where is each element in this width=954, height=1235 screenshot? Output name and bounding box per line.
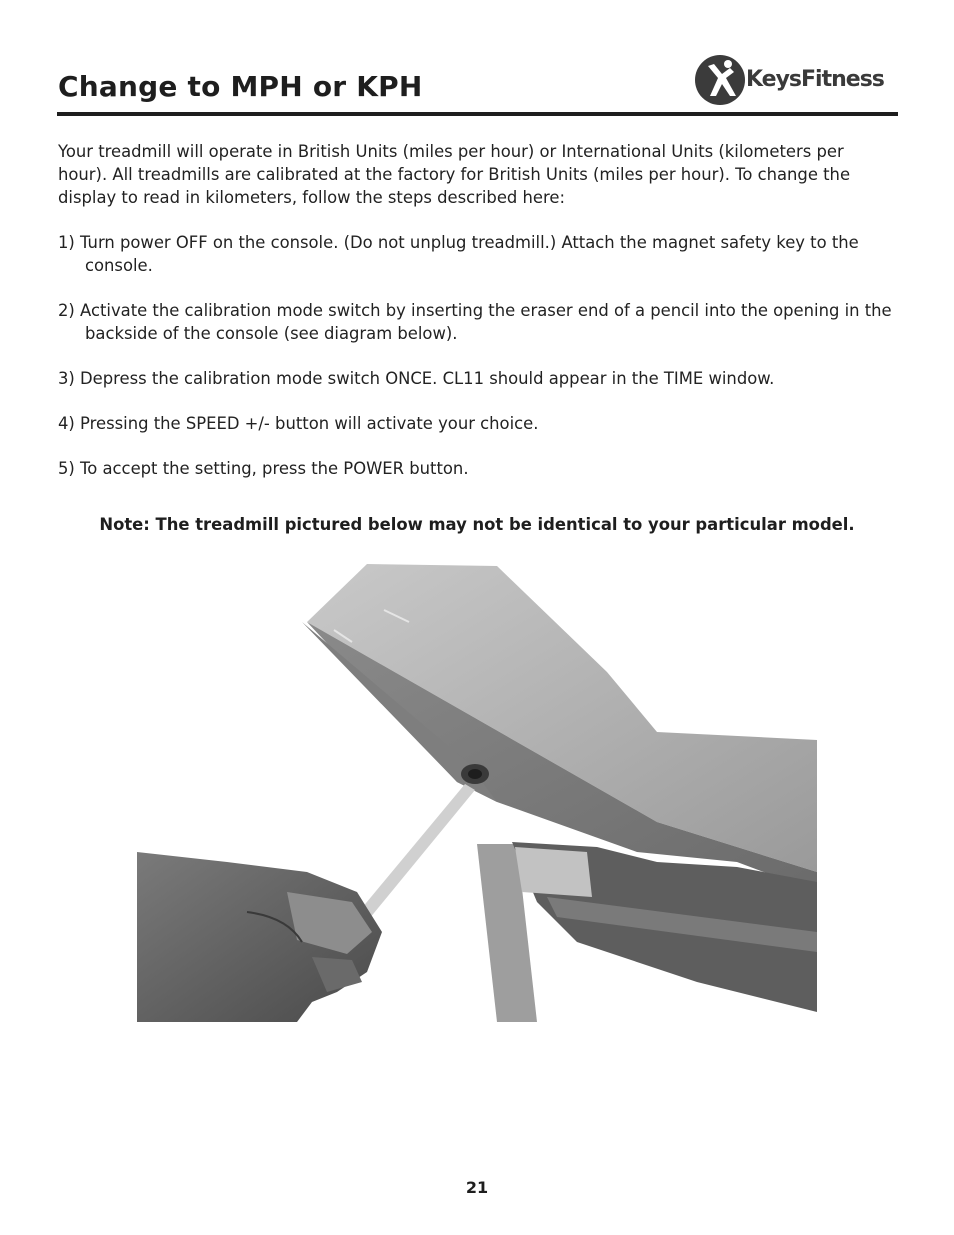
- model-note: Note: The treadmill pictured below may not be identical to your particular model.: [99, 515, 855, 534]
- runner-icon: [694, 52, 746, 108]
- step-2: 2) Activate the calibration mode switch by inserting the eraser end of a pencil into the opening in the backside of the console (see diagram below).: [58, 301, 892, 343]
- page-number: 21: [465, 1178, 489, 1197]
- brand-fitness: Fitness: [801, 67, 884, 92]
- page-title: Change to MPH or KPH: [58, 70, 423, 103]
- brand-logo: [694, 52, 898, 108]
- step-5: 5) To accept the setting, press the POWER button.: [58, 459, 469, 478]
- step-1: 1) Turn power OFF on the console. (Do not unplug treadmill.) Attach the magnet safety key to the console.: [58, 233, 859, 275]
- console-photo: [137, 562, 820, 1022]
- intro-paragraph: Your treadmill will operate in British Units (miles per hour) or International Units (kilometers per hour). All treadmills are calibrated at the factory for British Units (miles per hour). To change the display to read in kilometers, follow the steps described here:: [58, 142, 851, 207]
- title-rule: [57, 112, 898, 116]
- brand-keys: Keys: [746, 67, 802, 92]
- step-3: 3) Depress the calibration mode switch ONCE. CL11 should appear in the TIME window.: [58, 369, 775, 388]
- step-4: 4) Pressing the SPEED +/- button will activate your choice.: [58, 414, 539, 433]
- brand-logo-text: [746, 67, 884, 92]
